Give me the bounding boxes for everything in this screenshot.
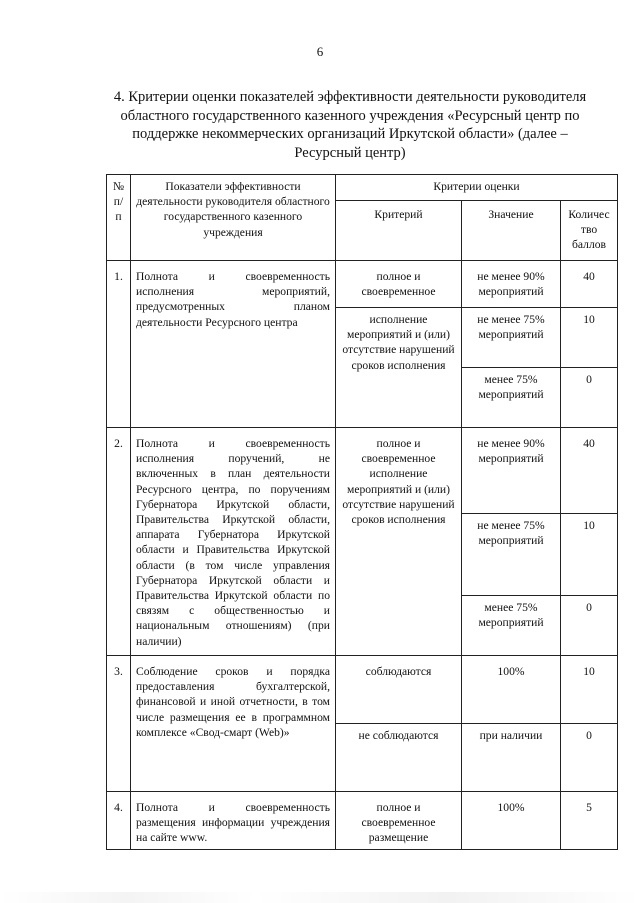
row3-value-2: при наличии <box>462 724 561 792</box>
row1-value-3: менее 75% мероприятий <box>462 368 561 428</box>
header-value: Значение <box>462 201 561 261</box>
row3-points-2: 0 <box>561 724 618 792</box>
table-row <box>107 261 618 308</box>
row1-points-1: 40 <box>561 261 618 308</box>
row2-points-1: 40 <box>561 428 618 514</box>
table-header-row <box>107 175 618 201</box>
row4-value-1: 100% <box>462 792 561 850</box>
row2-value-3: менее 75% мероприятий <box>462 596 561 656</box>
row1-points-3: 0 <box>561 368 618 428</box>
row3-value-1: 100% <box>462 656 561 724</box>
header-criteria-group: Критерии оценки <box>336 175 618 201</box>
row3-num: 3. <box>107 656 131 792</box>
header-indicator: Показатели эффективности деятельности руководителя областного государственного казенного учреждения <box>131 175 336 261</box>
table-row <box>107 428 618 514</box>
row3-criterion-2: не соблюдаются <box>336 724 462 792</box>
row1-num: 1. <box>107 261 131 428</box>
row2-points-2: 10 <box>561 514 618 596</box>
row2-value-2: не менее 75% мероприятий <box>462 514 561 596</box>
row4-points-1: 5 <box>561 792 618 850</box>
row1-points-2: 10 <box>561 308 618 368</box>
row2-num: 2. <box>107 428 131 656</box>
row2-criterion: полное и своевременное исполнение мероприятий и (или) отсутствие нарушений сроков исполнения <box>336 428 462 656</box>
header-criterion: Критерий <box>336 201 462 261</box>
row1-indicator: Полнота и своевременность исполнения мероприятий, предусмотренных планом деятельности Ресурсного центра <box>131 261 336 428</box>
table-row <box>107 792 618 850</box>
row4-indicator: Полнота и своевременность размещения информации учреждения на сайте www. <box>131 792 336 850</box>
row3-criterion-1: соблюдаются <box>336 656 462 724</box>
row4-num: 4. <box>107 792 131 850</box>
row1-value-2: не менее 75% мероприятий <box>462 308 561 368</box>
page-number: 6 <box>316 44 324 59</box>
row1-criterion-2: исполнение мероприятий и (или) отсутствие нарушений сроков исполнения <box>336 308 462 428</box>
table-row <box>107 656 618 724</box>
header-num: № п/п <box>107 175 131 261</box>
row3-points-1: 10 <box>561 656 618 724</box>
scan-edge <box>0 892 640 903</box>
section-heading: 4. Критерии оценки показателей эффективности деятельности руководителя областного государственного казенного учреждения «Ресурсный центр по поддержке некоммерческих организаций Иркутской области» (далее – Ресурсный центр) <box>113 89 587 161</box>
row2-value-1: не менее 90% мероприятий <box>462 428 561 514</box>
row1-criterion-1: полное и своевременное <box>336 261 462 308</box>
row4-criterion-1: полное и своевременное размещение <box>336 792 462 850</box>
row1-value-1: не менее 90% мероприятий <box>462 261 561 308</box>
row2-points-3: 0 <box>561 596 618 656</box>
row2-indicator: Полнота и своевременность исполнения поручений, не включенных в план деятельности Ресурсного центра, по поручениям Губернатора Иркутской области, Правительства Иркутской области, аппарата Губернатора Иркутской области и Правительства Иркутской области (в том числе управления Губернатора Иркутской области и Правительства Иркутской области по связям с общественностью и национальным отношениям) (при наличии) <box>131 428 336 656</box>
criteria-table <box>106 174 618 850</box>
row3-indicator: Соблюдение сроков и порядка предоставления бухгалтерской, финансовой и иной отчетности, в том числе размещения ее в программном комплексе «Свод-смарт (Web)» <box>131 656 336 792</box>
header-points: Количес тво баллов <box>561 201 618 261</box>
